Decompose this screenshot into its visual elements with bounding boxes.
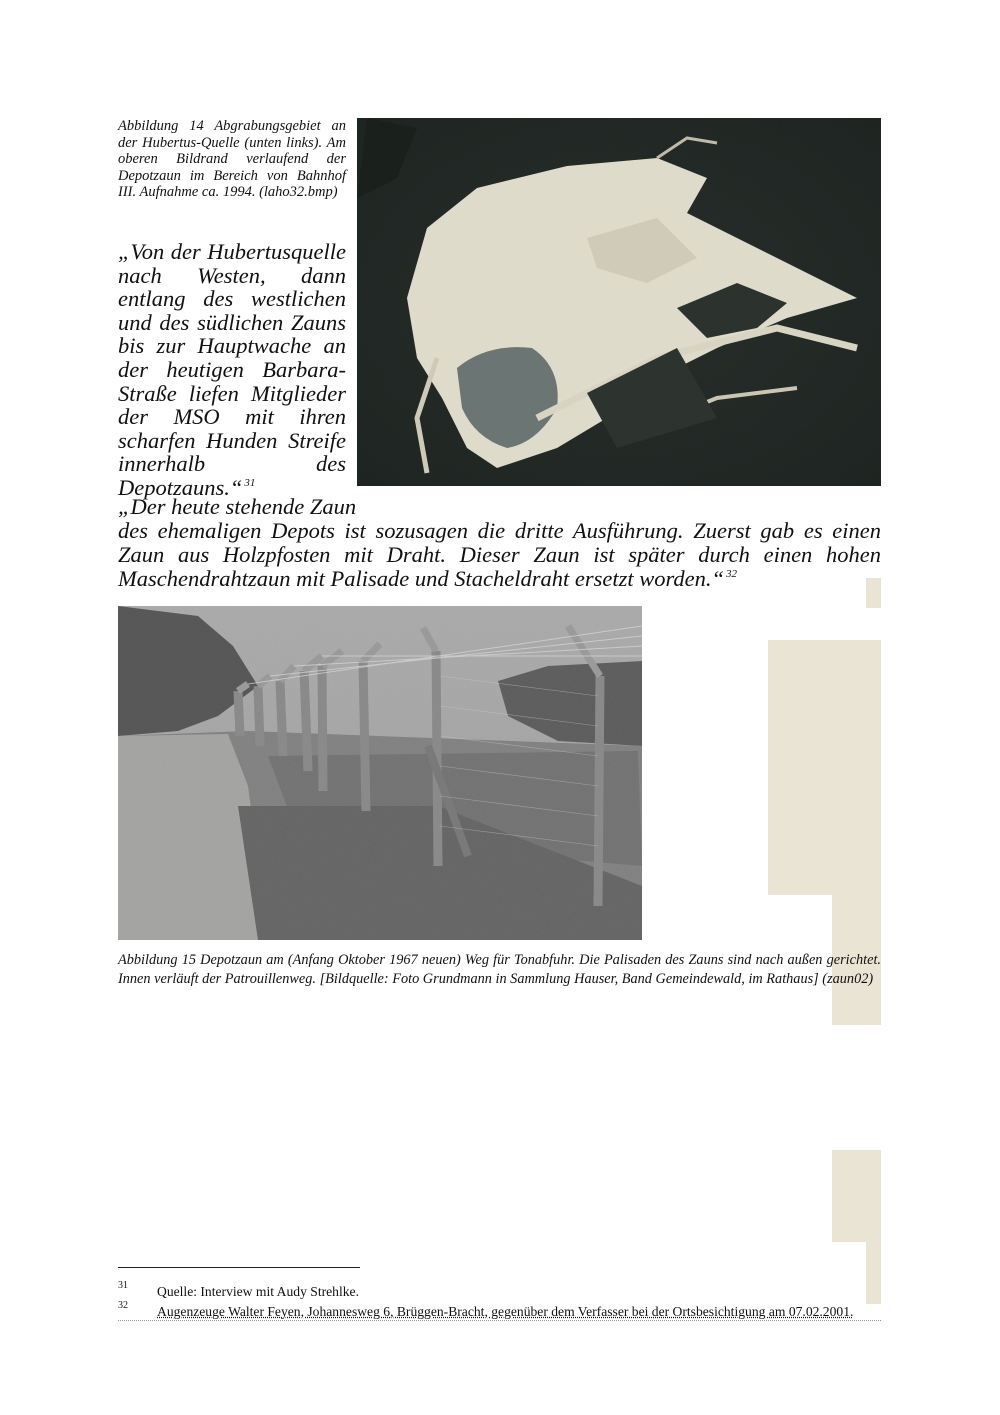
scan-edge-artifact xyxy=(768,640,881,895)
quote-31-text: „Von der Hubertusquelle nach Westen, dann entlang des westlichen und des südlichen Zauns bis zur Hauptwache an der heutigen Barbara-Straße liefen Mitglieder der MSO mit ihren scharfen Hunden Streife innerhalb des Depotzauns.“ xyxy=(118,239,346,500)
footnote-number: 31 xyxy=(118,1280,128,1291)
footnote-number: 32 xyxy=(118,1300,128,1311)
quote-32 xyxy=(118,519,881,590)
scan-edge-artifact xyxy=(832,1150,881,1242)
page-bottom-border xyxy=(118,1320,881,1321)
quote-32-first-line: „Der heute stehende Zaun xyxy=(118,494,357,519)
figure-14-caption: Abbildung 14 Abgrabungsgebiet an der Hubertus-Quelle (unten links). Am oberen Bildrand verlaufend der Depotzaun im Bereich von Bahnhof III. Aufnahme ca. 1994. (laho32.bmp) xyxy=(118,118,346,201)
fence-photo xyxy=(118,606,642,940)
footnote-ref-32: 32 xyxy=(726,568,738,581)
footnote-text: Augenzeuge Walter Feyen, Johannesweg 6, Brüggen-Bracht, gegenüber dem Verfasser bei der Ortsbesichtigung am 07.02.2001. xyxy=(157,1304,854,1319)
footnote-separator xyxy=(118,1267,360,1268)
scan-edge-artifact xyxy=(866,1242,881,1304)
footnote-text: Quelle: Interview mit Audy Strehlke. xyxy=(157,1284,359,1299)
figure-15-caption: Abbildung 15 Depotzaun am (Anfang Oktober 1967 neuen) Weg für Tonabfuhr. Die Palisaden des Zauns sind nach außen gerichtet. Innen verläuft der Patrouillenweg. [Bildquelle: Foto Grundmann in Sammlung Hauser, Band Gemeindewald, im Rathaus] (zaun02) xyxy=(118,952,881,987)
quote-31 xyxy=(118,240,346,500)
quote-32-text: des ehemaligen Depots ist sozusagen die dritte Ausführung. Zuerst gab es einen Zaun aus Holzpfosten mit Draht. Dieser Zaun ist später durch einen hohen Maschendrahtzaun mit Palisade und Stacheldraht ersetzt worden.“ xyxy=(118,518,881,591)
aerial-photo-excavation-area xyxy=(357,118,881,486)
footnote-ref-31: 31 xyxy=(244,477,256,490)
